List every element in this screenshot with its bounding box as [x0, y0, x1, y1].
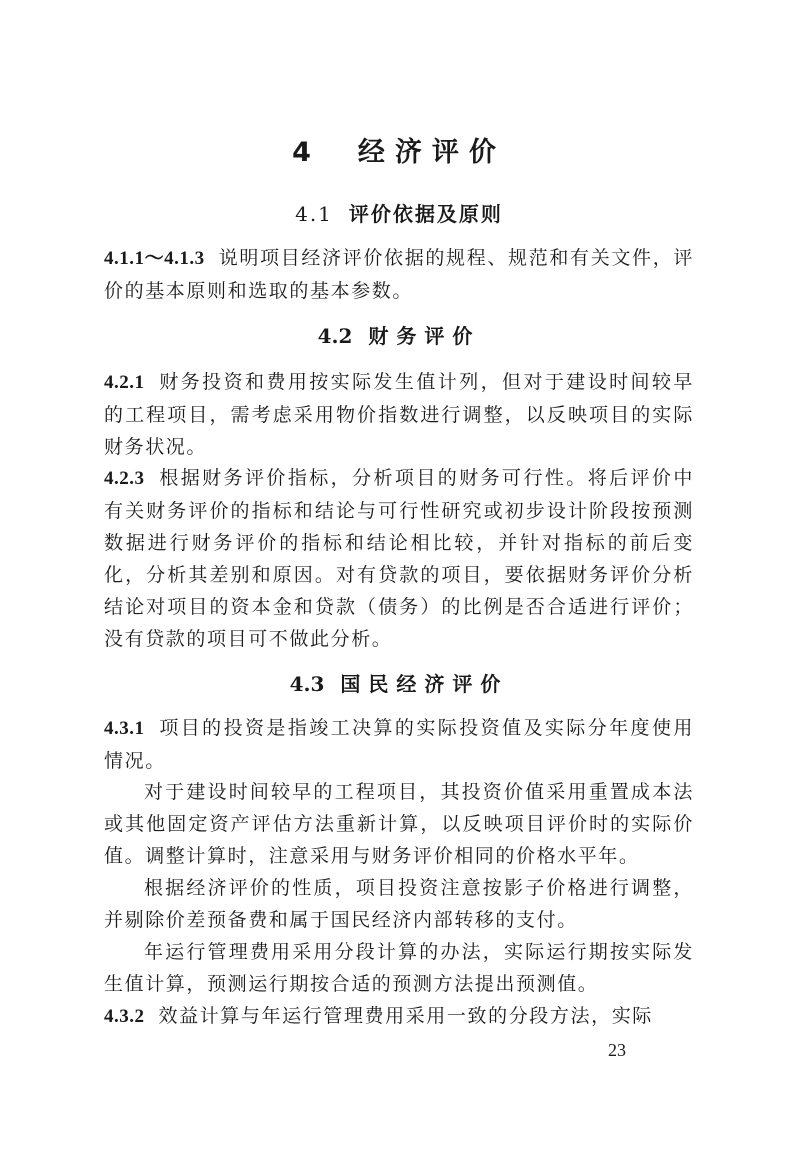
clause-number: 4.2.1: [104, 372, 145, 393]
clause-text: 根据财务评价指标，分析项目的财务可行性。将后评价中有关财务评价的指标和结论与可行性研究或初步设计阶段按预测数据进行财务评价的指标和结论相比较，并针对指标的前后变化，分析其差别和原因。对有贷款的项目，要依据财务评价分析结论对项目的资本金和贷款（债务）的比例是否合适进行评价；没有贷款的项目可不做此分析。: [104, 467, 694, 650]
clause-4-3-1: [104, 712, 694, 777]
section-number: 4.3: [289, 672, 325, 696]
clause-number: 4.3.2: [104, 1006, 145, 1027]
section-heading: 财务评价: [368, 324, 481, 348]
clause-number: 4.1.1～4.1.3: [104, 248, 205, 269]
chapter-title: 4 经济评价: [292, 137, 506, 168]
section-title-4-2: [104, 320, 694, 349]
clause-number: 4.3.1: [104, 718, 145, 739]
clause-4-2-3: [104, 462, 694, 655]
clause-4-1-1: [104, 242, 694, 307]
section-heading: 国民经济评价: [340, 672, 509, 696]
clause-text: 说明项目经济评价依据的规程、规范和有关文件，评价的基本原则和选取的基本参数。: [104, 247, 694, 302]
section-number: 4.1: [295, 202, 333, 226]
clause-number: 4.2.3: [104, 468, 145, 489]
section-number: 4.2: [317, 324, 353, 348]
paragraph: 对于建设时间较早的工程项目，其投资价值采用重置成本法或其他固定资产评估方法重新计算，以反映项目评价时的实际价值。调整计算时，注意采用与财务评价相同的价格水平年。: [104, 781, 694, 867]
section-title-4-1: [104, 198, 694, 227]
clause-text: 项目的投资是指竣工决算的实际投资值及实际分年度使用情况。: [104, 717, 694, 772]
section-heading: 评价依据及原则: [348, 202, 503, 226]
clause-4-2-1: [104, 366, 694, 463]
page-number: 23: [608, 1040, 626, 1060]
clause-text: 财务投资和费用按实际发生值计列，但对于建设时间较早的工程项目，需考虑采用物价指数进行调整，以反映项目的实际财务状况。: [104, 371, 694, 458]
paragraph: 年运行管理费用采用分段计算的办法，实际运行期按实际发生值计算，预测运行期按合适的预测方法提出预测值。: [104, 941, 694, 995]
clause-4-3-2: [104, 1000, 694, 1033]
section-title-4-3: [104, 668, 694, 697]
clause-text: 效益计算与年运行管理费用采用一致的分段方法，实际: [158, 1005, 653, 1027]
paragraph: 根据经济评价的性质，项目投资注意按影子价格进行调整，并剔除价差预备费和属于国民经济内部转移的支付。: [104, 877, 694, 931]
